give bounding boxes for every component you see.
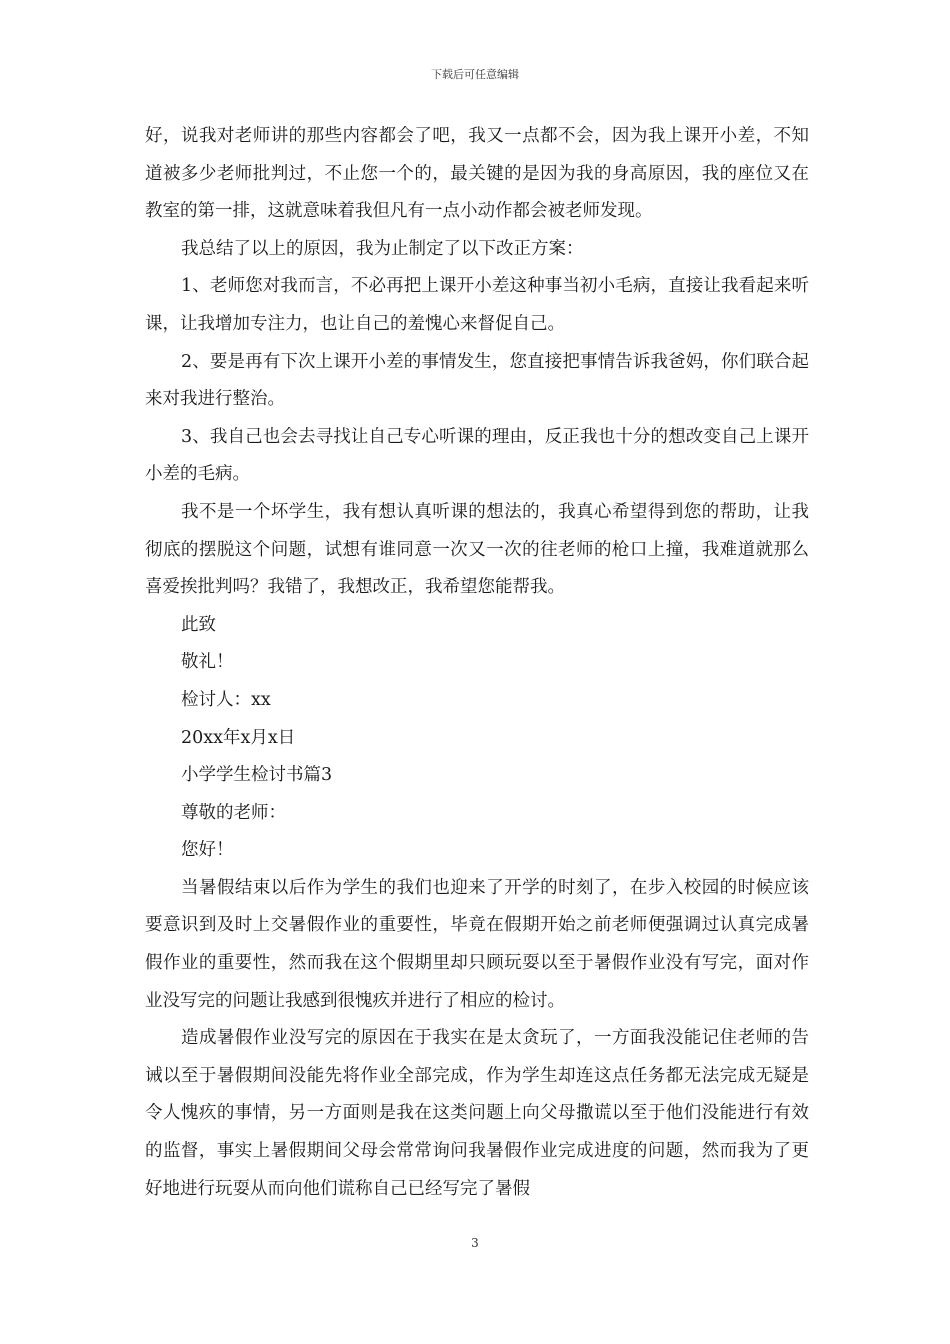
page-header: 下载后可任意编辑 — [431, 68, 519, 81]
page-number: 3 — [471, 1236, 479, 1250]
paragraph-homework: 当暑假结束以后作为学生的我们也迎来了开学的时刻了，在步入校园的时候应该要意识到及时上交暑假作业的重要性，毕竟在假期开始之前老师便强调过认真完成暑假作业的重要性，然而我在这个假期里却只顾玩耍以至于暑假作业没有写完，面对作业没写完的问题让我感到很愧疚并进行了相应的检讨。 — [145, 877, 809, 1011]
plan-item-3: 3、我自己也会去寻找让自己专心听课的理由，反正我也十分的想改变自己上课开小差的毛病。 — [145, 426, 809, 485]
hello-line: 您好！ — [181, 840, 234, 861]
paragraph-conclusion: 我不是一个坏学生，我有想认真听课的想法的，我真心希望得到您的帮助，让我彻底的摆脱这个问题，试想有谁同意一次又一次的往老师的枪口上撞，我难道就那么喜爱挨批判吗？我错了，我想改正，我希望您能帮我。 — [145, 501, 809, 598]
section-title: 小学学生检讨书篇3 — [181, 765, 333, 786]
signer-line: 检讨人：xx — [181, 689, 271, 710]
greeting-line: 尊敬的老师： — [181, 802, 286, 823]
paragraph-continuation: 好，说我对老师讲的那些内容都会了吧，我又一点都不会，因为我上课开小差，不知道被多少老师批判过，不止您一个的，最关键的是因为我的身高原因，我的座位又在教室的第一排，这就意味着我但凡有一点小动作都会被老师发现。 — [145, 126, 809, 222]
closing-line: 此致 — [181, 614, 216, 635]
paragraph-reasons: 造成暑假作业没写完的原因在于我实在是太贪玩了，一方面我没能记住老师的告诫以至于暑假期间没能先将作业全部完成，作为学生却连这点任务都无法完成无疑是令人愧疚的事情，另一方面则是我在这类问题上向父母撒谎以至于他们没能进行有效的监督，事实上暑假期间父母会常常询问我暑假作业完成进度的问题，然而我为了更好地进行玩耍从而向他们谎称自己已经写完了暑假 — [145, 1028, 809, 1199]
plan-item-2: 2、要是再有下次上课开小差的事情发生，您直接把事情告诉我爸妈，你们联合起来对我进行整治。 — [145, 351, 809, 410]
paragraph-summary: 我总结了以上的原因，我为止制定了以下改正方案： — [181, 238, 584, 259]
plan-item-1: 1、老师您对我而言，不必再把上课开小差这种事当初小毛病，直接让我看起来听课，让我增加专注力，也让自己的羞愧心来督促自己。 — [145, 276, 809, 334]
date-line: 20xx年x月x日 — [181, 727, 296, 748]
document-body — [145, 118, 809, 1208]
salute-line: 敬礼！ — [181, 652, 234, 673]
